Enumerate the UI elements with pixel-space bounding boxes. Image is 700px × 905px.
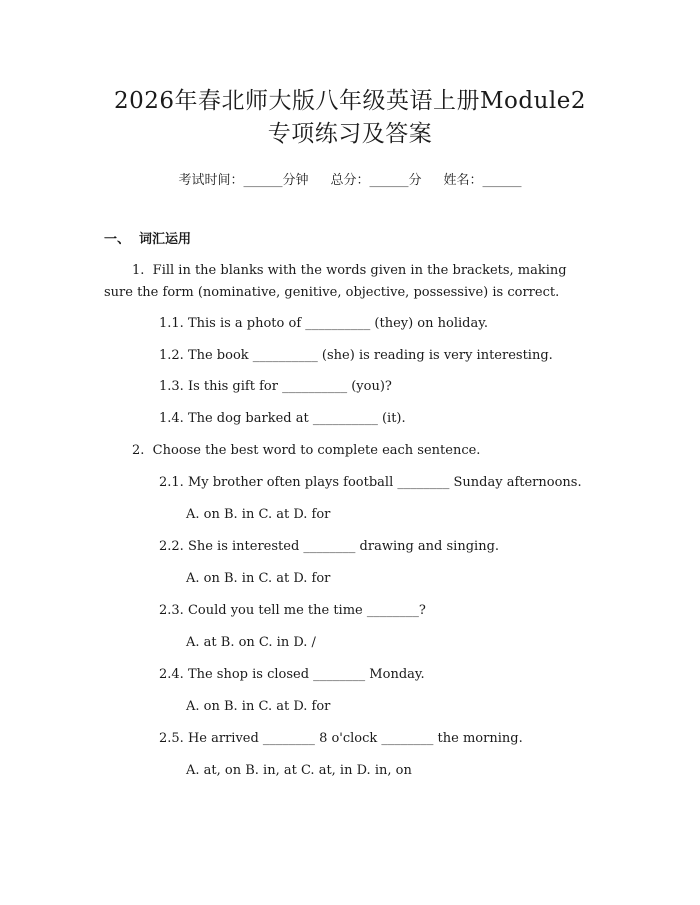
question-1-1: 1.1. This is a photo of __________ (they) on holiday. (159, 316, 488, 331)
question-2-5-options: A. at, on B. in, at C. at, in D. in, on (186, 763, 412, 778)
exam-info-row (0, 169, 700, 188)
question-1-instruction-line1: 1. Fill in the blanks with the words given in the brackets, making (132, 263, 567, 278)
question-2-3-stem: 2.3. Could you tell me the time ________? (159, 603, 426, 618)
question-1-2: 1.2. The book __________ (she) is reading is very interesting. (159, 348, 553, 363)
question-2-1-stem: 2.1. My brother often plays football ________ Sunday afternoons. (159, 475, 582, 490)
question-1-3: 1.3. Is this gift for __________ (you)? (159, 379, 392, 394)
document-title: 2026年春北师大版八年级英语上册Module2 (113, 88, 587, 114)
question-2-1-options: A. on B. in C. at D. for (186, 507, 331, 522)
total-score-field: 总分：______分 (330, 173, 422, 188)
question-2-2-stem: 2.2. She is interested ________ drawing and singing. (159, 539, 500, 554)
document-subtitle: 专项练习及答案 (267, 121, 433, 147)
question-2-3-options: A. at B. on C. in D. / (186, 635, 316, 650)
exam-time-field: 考试时间：______分钟 (178, 173, 309, 188)
student-name-field: 姓名：______ (443, 173, 522, 188)
question-2-4-stem: 2.4. The shop is closed ________ Monday. (159, 667, 425, 682)
question-1-4: 1.4. The dog barked at __________ (it). (159, 411, 406, 426)
section-heading-vocabulary: 一、 词汇运用 (104, 232, 192, 247)
question-2-2-options: A. on B. in C. at D. for (186, 571, 331, 586)
question-1-instruction-line2: sure the form (nominative, genitive, objective, possessive) is correct. (104, 285, 560, 300)
question-2-5-stem: 2.5. He arrived ________ 8 o'clock ________ the morning. (159, 731, 523, 746)
question-2-instruction: 2. Choose the best word to complete each sentence. (132, 443, 481, 458)
question-2-4-options: A. on B. in C. at D. for (186, 699, 331, 714)
